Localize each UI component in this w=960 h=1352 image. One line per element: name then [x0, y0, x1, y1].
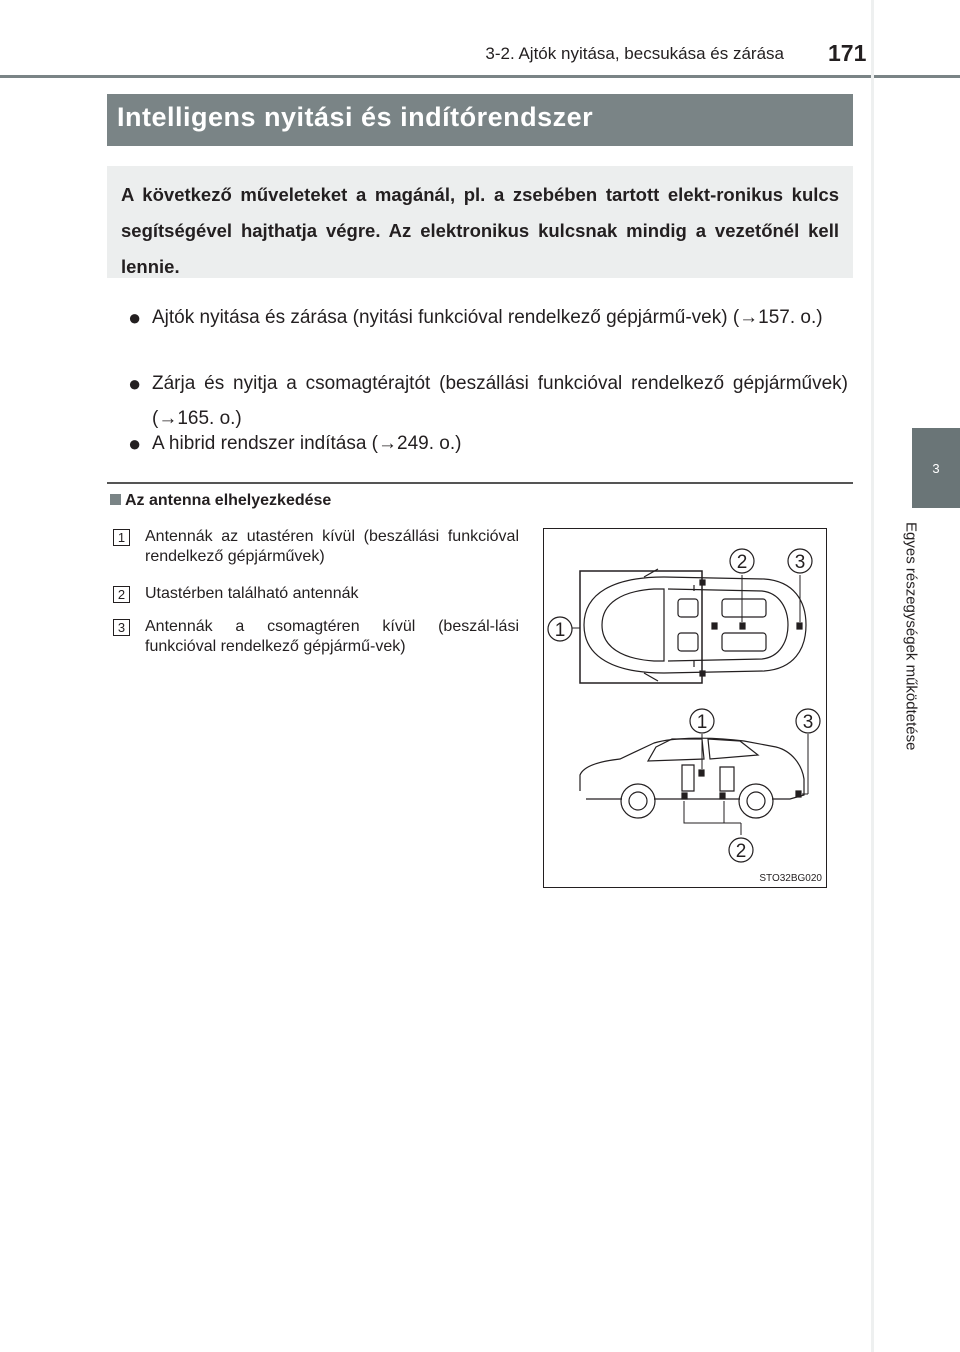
antenna-location-figure [543, 528, 827, 888]
svg-text:1: 1 [554, 620, 566, 641]
callout-1-top [548, 617, 572, 641]
bullet-item [128, 426, 848, 461]
section-rule [107, 482, 853, 484]
callout-2-side [729, 838, 753, 862]
header-section-title: 3-2. Ajtók nyitása, becsukása és zárása [485, 44, 784, 63]
page-title: Intelligens nyitási és indítórendszer [107, 94, 853, 146]
bullet-item [128, 300, 848, 335]
chapter-title: Egyes részegységek működtetése [902, 522, 920, 751]
callout-3-top [788, 549, 812, 573]
svg-text:3: 3 [794, 552, 806, 573]
car-side-view-illustration [580, 738, 804, 818]
car-top-view-illustration [580, 569, 806, 683]
svg-text:1: 1 [696, 712, 708, 733]
legend-number: 3 [113, 619, 130, 636]
bullet-text: Zárja és nyitja a csomagtérajtót (beszállási funkcióval rendelkező gépjárművek) (→165. o.) [152, 373, 848, 429]
svg-text:2: 2 [735, 841, 747, 862]
legend-item [113, 617, 519, 657]
bullet-dot-icon: ● [128, 371, 142, 396]
section-heading-text: Az antenna elhelyezkedése [125, 492, 332, 509]
bullet-dot-icon: ● [128, 305, 142, 330]
figure-code: STO32BG020 [759, 873, 822, 884]
side-bar [871, 0, 874, 1352]
section-heading [110, 492, 331, 510]
svg-text:2: 2 [736, 552, 748, 573]
legend-item [113, 527, 519, 567]
header-rule [0, 75, 960, 78]
page-number: 171 [828, 40, 867, 66]
svg-text:3: 3 [802, 712, 814, 733]
legend-item [113, 584, 519, 604]
chapter-tab [912, 428, 960, 508]
square-bullet-icon [110, 494, 121, 505]
legend-text: Antennák az utastéren kívül (beszállási funkcióval rendelkező gépjárművek) [145, 528, 519, 565]
intro-text: A következő műveleteket a magánál, pl. a zsebében tartott elekt-ronikus kulcs segítségével hajthatja végre. Az elektronikus kulcsnak mindig a vezetőnél kell lennie. [121, 184, 839, 277]
bullet-dot-icon: ● [128, 431, 142, 456]
legend-number: 1 [113, 529, 130, 546]
legend-number: 2 [113, 586, 130, 603]
legend-text: Utastérben található antennák [145, 585, 359, 602]
chapter-number: 3 [932, 460, 940, 476]
bullet-text: Ajtók nyitása és zárása (nyitási funkcióval rendelkező gépjármű-vek) (→157. o.) [152, 307, 823, 328]
car-diagram [544, 529, 828, 889]
bullet-text: A hibrid rendszer indítása (→249. o.) [152, 433, 462, 454]
intro-box [107, 166, 853, 278]
legend-text: Antennák a csomagtéren kívül (beszál-lási funkcióval rendelkező gépjármű-vek) [145, 618, 519, 655]
callout-2-top [730, 549, 754, 573]
callout-3-side [796, 709, 820, 733]
callout-1-side [690, 709, 714, 733]
